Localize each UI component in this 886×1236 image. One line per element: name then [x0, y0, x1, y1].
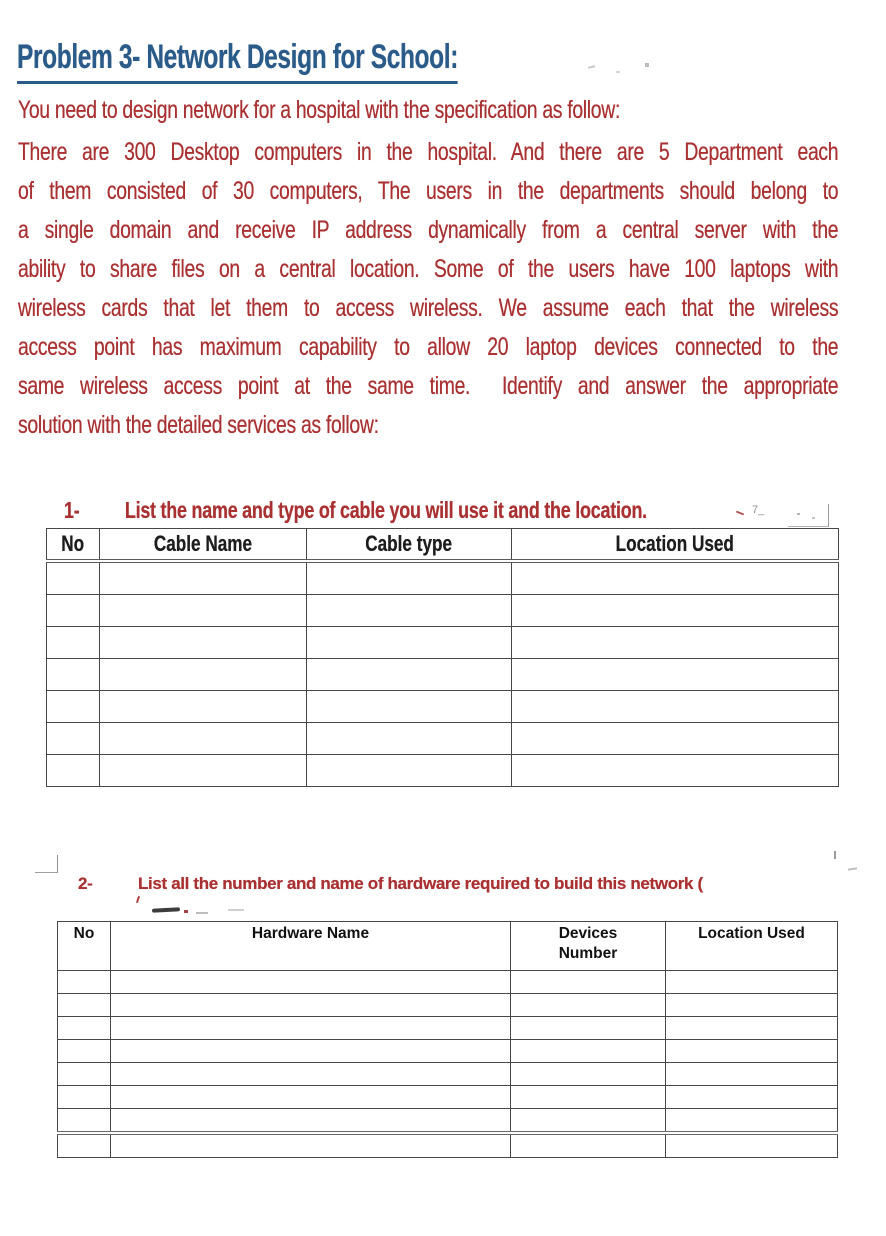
- empty-table-cell: [58, 971, 111, 994]
- empty-table-cell: [100, 659, 307, 691]
- empty-table-cell: [111, 994, 511, 1017]
- hardware-table: [57, 921, 838, 1158]
- scan-artifact-corner-bracket: [788, 504, 829, 527]
- empty-table-cell: [511, 1040, 666, 1063]
- empty-table-cell: [307, 723, 512, 755]
- cable-table-header-location: [512, 529, 839, 562]
- empty-table-cell: [511, 1086, 666, 1109]
- empty-table-cell: [111, 1133, 511, 1158]
- empty-table-cell: [666, 971, 838, 994]
- hardware-table-header-devices: [511, 922, 666, 971]
- scan-artifact-dot: [184, 910, 188, 913]
- empty-table-cell: [666, 1017, 838, 1040]
- empty-table-cell: [111, 971, 511, 994]
- empty-table-row: [47, 561, 839, 595]
- empty-table-cell: [511, 994, 666, 1017]
- hardware-table-header-name: [111, 922, 511, 971]
- empty-table-cell: [100, 723, 307, 755]
- empty-table-cell: [666, 1133, 838, 1158]
- empty-table-cell: [307, 595, 512, 627]
- paragraph-line: ability to share files on a central location. Some of the users have 100 laptops with: [18, 255, 839, 283]
- empty-table-cell: [58, 1040, 111, 1063]
- empty-table-cell: [511, 1063, 666, 1086]
- paragraph-line: of them consisted of 30 computers, The users in the departments should belong to: [18, 177, 839, 205]
- empty-table-cell: [307, 627, 512, 659]
- empty-table-cell: [666, 994, 838, 1017]
- empty-table-cell: [58, 994, 111, 1017]
- scan-artifact-dash: [848, 867, 857, 870]
- paragraph-line: There are 300 Desktop computers in the hospital. And there are 5 Department each: [18, 138, 839, 166]
- empty-table-cell: [58, 1017, 111, 1040]
- empty-table-cell: [511, 1109, 666, 1134]
- paragraph-line: wireless cards that let them to access wireless. We assume each that the wireless: [18, 294, 839, 322]
- cable-table-header-row: [47, 529, 839, 562]
- scan-artifact-dash: [228, 909, 244, 911]
- empty-table-cell: [111, 1086, 511, 1109]
- scan-artifact-tick: [834, 851, 836, 859]
- empty-table-cell: [666, 1086, 838, 1109]
- empty-table-cell: [58, 1133, 111, 1158]
- scan-artifact-title-smudge: [588, 65, 595, 68]
- empty-table-cell: [512, 755, 839, 787]
- empty-table-cell: [307, 755, 512, 787]
- empty-table-cell: [58, 1109, 111, 1134]
- scan-artifact-corner-bracket: [35, 855, 58, 873]
- empty-table-cell: [100, 595, 307, 627]
- empty-table-row: [47, 691, 839, 723]
- empty-table-row: [47, 755, 839, 787]
- empty-table-row: [58, 1017, 838, 1040]
- empty-table-cell: [47, 627, 100, 659]
- empty-table-cell: [100, 561, 307, 595]
- empty-table-cell: [47, 659, 100, 691]
- scan-artifact-red-tick: [136, 896, 140, 903]
- scan-artifact-red-tick: [736, 511, 744, 516]
- empty-table-row: [58, 1086, 838, 1109]
- scan-artifact-title-dot: [645, 63, 649, 67]
- empty-table-row: [58, 1040, 838, 1063]
- empty-table-cell: [512, 595, 839, 627]
- hardware-table-header-location: [666, 922, 838, 971]
- header-label: Number: [558, 945, 618, 962]
- section-2-text: List all the number and name of hardware required to build this network (: [138, 874, 703, 893]
- scan-artifact-scribble: [152, 907, 180, 912]
- empty-table-cell: [512, 723, 839, 755]
- section-2-number: 2-: [78, 874, 93, 893]
- empty-table-cell: [111, 1017, 511, 1040]
- empty-table-cell: [100, 691, 307, 723]
- page-title: Problem 3- Network Design for School:: [17, 38, 458, 84]
- empty-table-cell: [666, 1109, 838, 1134]
- intro-paragraph: [18, 90, 838, 445]
- cable-table-header-no: [47, 529, 100, 562]
- empty-table-row: [58, 1063, 838, 1086]
- empty-table-row: [47, 627, 839, 659]
- empty-table-cell: [307, 659, 512, 691]
- empty-table-cell: [47, 755, 100, 787]
- empty-table-cell: [511, 1017, 666, 1040]
- empty-table-cell: [111, 1040, 511, 1063]
- empty-table-cell: [512, 627, 839, 659]
- empty-table-cell: [666, 1040, 838, 1063]
- hardware-table-header-row: [58, 922, 838, 971]
- empty-table-cell: [111, 1109, 511, 1134]
- empty-table-cell: [47, 595, 100, 627]
- paragraph-line: a single domain and receive IP address dynamically from a central server with the: [18, 216, 839, 244]
- paragraph-line: same wireless access point at the same time. Identify and answer the appropriate: [18, 372, 839, 400]
- empty-table-cell: [47, 723, 100, 755]
- empty-table-cell: [58, 1086, 111, 1109]
- empty-table-cell: [47, 561, 100, 595]
- header-label: Location Used: [615, 531, 735, 556]
- empty-table-cell: [307, 561, 512, 595]
- empty-table-row: [47, 595, 839, 627]
- scan-artifact-title-dot: [616, 71, 620, 73]
- empty-table-row: [47, 659, 839, 691]
- scan-artifact-dash: [196, 912, 208, 914]
- header-label: No: [61, 531, 85, 556]
- empty-table-row: [58, 994, 838, 1017]
- section-1-number: 1-: [64, 497, 80, 523]
- cable-table-header-type: [307, 529, 512, 562]
- cable-table-header-name: [100, 529, 307, 562]
- empty-table-cell: [511, 1133, 666, 1158]
- scan-artifact-mark: 7_: [752, 504, 765, 516]
- cable-table: [46, 528, 839, 787]
- empty-table-cell: [307, 691, 512, 723]
- header-label: Cable type: [365, 531, 453, 556]
- empty-table-row: [58, 1109, 838, 1134]
- empty-table-cell: [512, 561, 839, 595]
- header-label: Location Used: [698, 925, 805, 942]
- empty-table-cell: [58, 1063, 111, 1086]
- header-label: No: [73, 925, 95, 942]
- empty-table-cell: [47, 691, 100, 723]
- paragraph-line: You need to design network for a hospital with the specification as follow:: [18, 96, 621, 124]
- empty-table-cell: [512, 691, 839, 723]
- empty-table-row: [47, 723, 839, 755]
- empty-table-cell: [111, 1063, 511, 1086]
- empty-table-cell: [512, 659, 839, 691]
- hardware-table-header-no: [58, 922, 111, 971]
- section-2-heading: [78, 874, 703, 894]
- empty-table-cell: [511, 971, 666, 994]
- section-1-text: List the name and type of cable you will use it and the location.: [124, 497, 647, 523]
- empty-table-row: [58, 971, 838, 994]
- paragraph-line: access point has maximum capability to allow 20 laptop devices connected to the: [18, 333, 839, 361]
- paragraph-line: solution with the detailed services as follow:: [18, 411, 379, 439]
- empty-table-cell: [100, 627, 307, 659]
- empty-table-cell: [100, 755, 307, 787]
- empty-table-cell: [666, 1063, 838, 1086]
- header-label: Hardware Name: [251, 925, 370, 942]
- empty-table-row: [58, 1133, 838, 1158]
- header-label: Cable Name: [153, 531, 253, 556]
- section-1-heading: [64, 497, 647, 524]
- header-label: Devices: [558, 925, 618, 942]
